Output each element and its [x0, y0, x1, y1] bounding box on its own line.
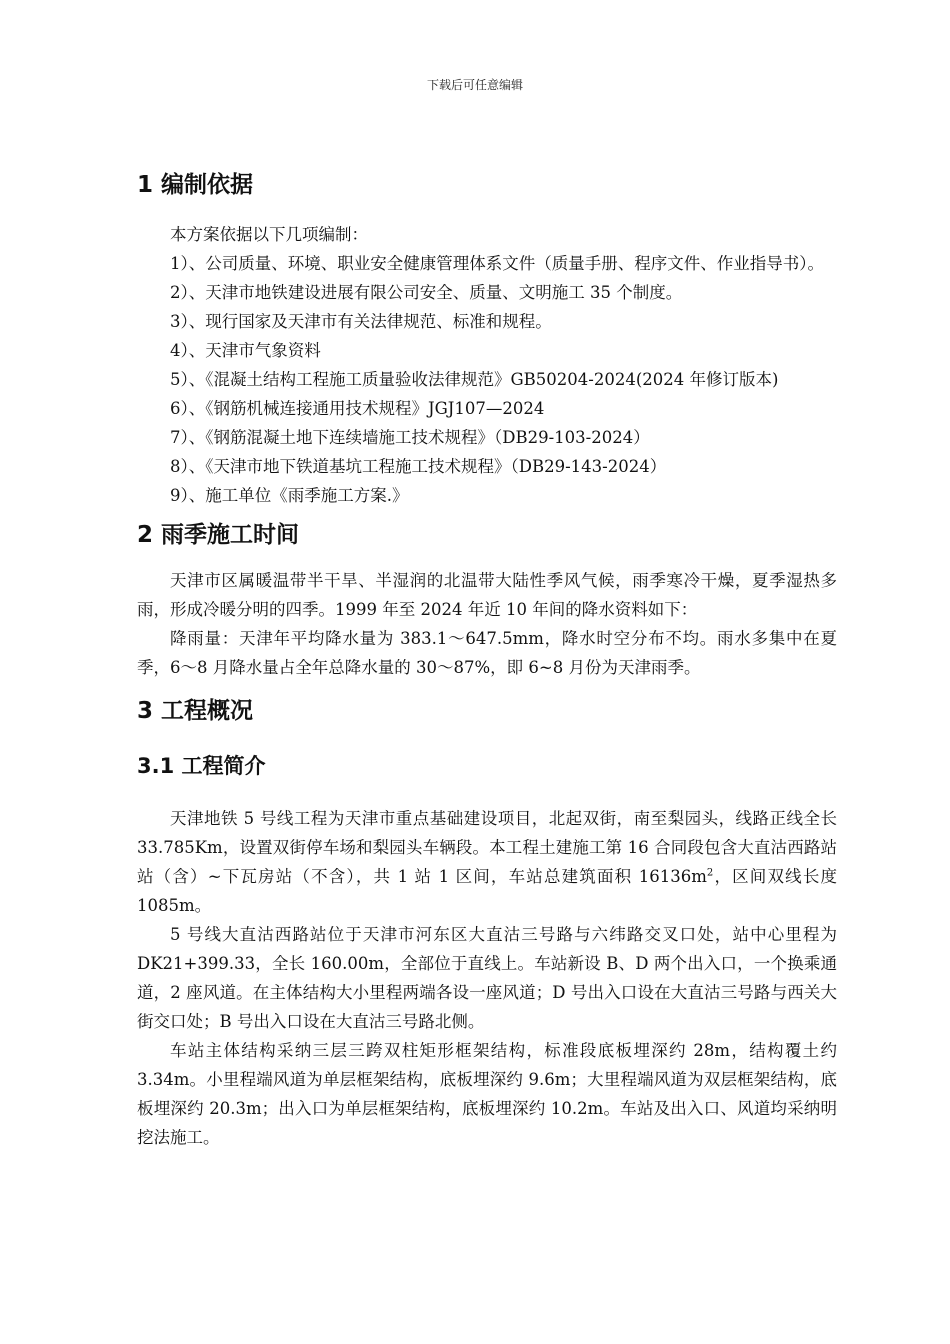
rainfall-paragraph: 降雨量：天津年平均降水量为 383.1～647.5mm，降水时空分布不均。雨水多集中在夏季，6～8 月降水量占全年总降水量的 30～87%，即 6~8 月份为天津雨季。	[137, 629, 837, 677]
basis-item-8: 8）、《天津市地下铁道基坑工程施工技术规程》（DB29-143-2024）	[170, 457, 667, 476]
area-unit-superscript: 2	[706, 867, 714, 879]
page-header: 下载后可任意编辑	[426, 78, 523, 92]
basis-item-7: 7）、《钢筋混凝土地下连续墙施工技术规程》（DB29-103-2024）	[170, 428, 650, 447]
section-1-heading: 1 编制依据	[137, 172, 254, 198]
basis-item-6: 6）、《钢筋机械连接通用技术规程》JGJ107—2024	[170, 399, 545, 418]
basis-item-3: 3）、现行国家及天津市有关法律规范、标准和规程。	[170, 312, 552, 331]
structure-paragraph: 车站主体结构采纳三层三跨双柱矩形框架结构，标准段底板埋深约 28m，结构覆土约 3.34m。小里程端风道为单层框架结构，底板埋深约 9.6m；大里程端风道为双层框架结构，底板埋深约 20.3m；出入口为单层框架结构，底板埋深约 10.2m。车站及出入口、风道均采纳明挖法施工。	[137, 1041, 837, 1147]
basis-item-5: 5）、《混凝土结构工程施工质量验收法律规范》GB50204-2024(2024 年修订版本)	[170, 370, 779, 389]
section-3-heading: 3 工程概况	[137, 698, 254, 724]
project-intro-paragraph	[137, 804, 837, 920]
station-location-paragraph: 5 号线大直沽西路站位于天津市河东区大直沽三号路与六纬路交叉口处，站中心里程为 DK21+399.33，全长 160.00m，全部位于直线上。车站新设 B、D 两个出入口，一个换乘通道，2 座风道。在主体结构大小里程两端各设一座风道；D 号出入口设在大直沽三号路与西关大街交口处；B 号出入口设在大直沽三号路北侧。	[137, 925, 837, 1031]
section-3-1-heading: 3.1 工程简介	[137, 754, 266, 778]
basis-item-2: 2）、天津市地铁建设进展有限公司安全、质量、文明施工 35 个制度。	[170, 283, 683, 302]
document-body	[137, 160, 837, 1152]
section-2-heading: 2 雨季施工时间	[137, 522, 300, 548]
climate-paragraph: 天津市区属暖温带半干旱、半湿润的北温带大陆性季风气候，雨季寒冷干燥，夏季湿热多雨，形成冷暖分明的四季。1999 年至 2024 年近 10 年间的降水资料如下：	[137, 571, 837, 619]
basis-item-1: 1）、公司质量、环境、职业安全健康管理体系文件（质量手册、程序文件、作业指导书）。	[170, 254, 824, 273]
section-1-intro: 本方案依据以下几项编制：	[170, 225, 368, 244]
basis-item-4: 4）、天津市气象资料	[170, 341, 321, 360]
project-intro-tail: ，区间双线长度 1085m。	[137, 867, 837, 915]
project-intro-text: 天津地铁 5 号线工程为天津市重点基础建设项目，北起双街，南至梨园头，线路正线全长 33.785Km，设置双街停车场和梨园头车辆段。本工程土建施工第 16 合同段包含大直沽西路站站（含）~下瓦房站（不含），共 1 站 1 区间，车站总建筑面积 16136m	[137, 809, 837, 886]
basis-item-9: 9）、施工单位《雨季施工方案.》	[170, 486, 409, 505]
